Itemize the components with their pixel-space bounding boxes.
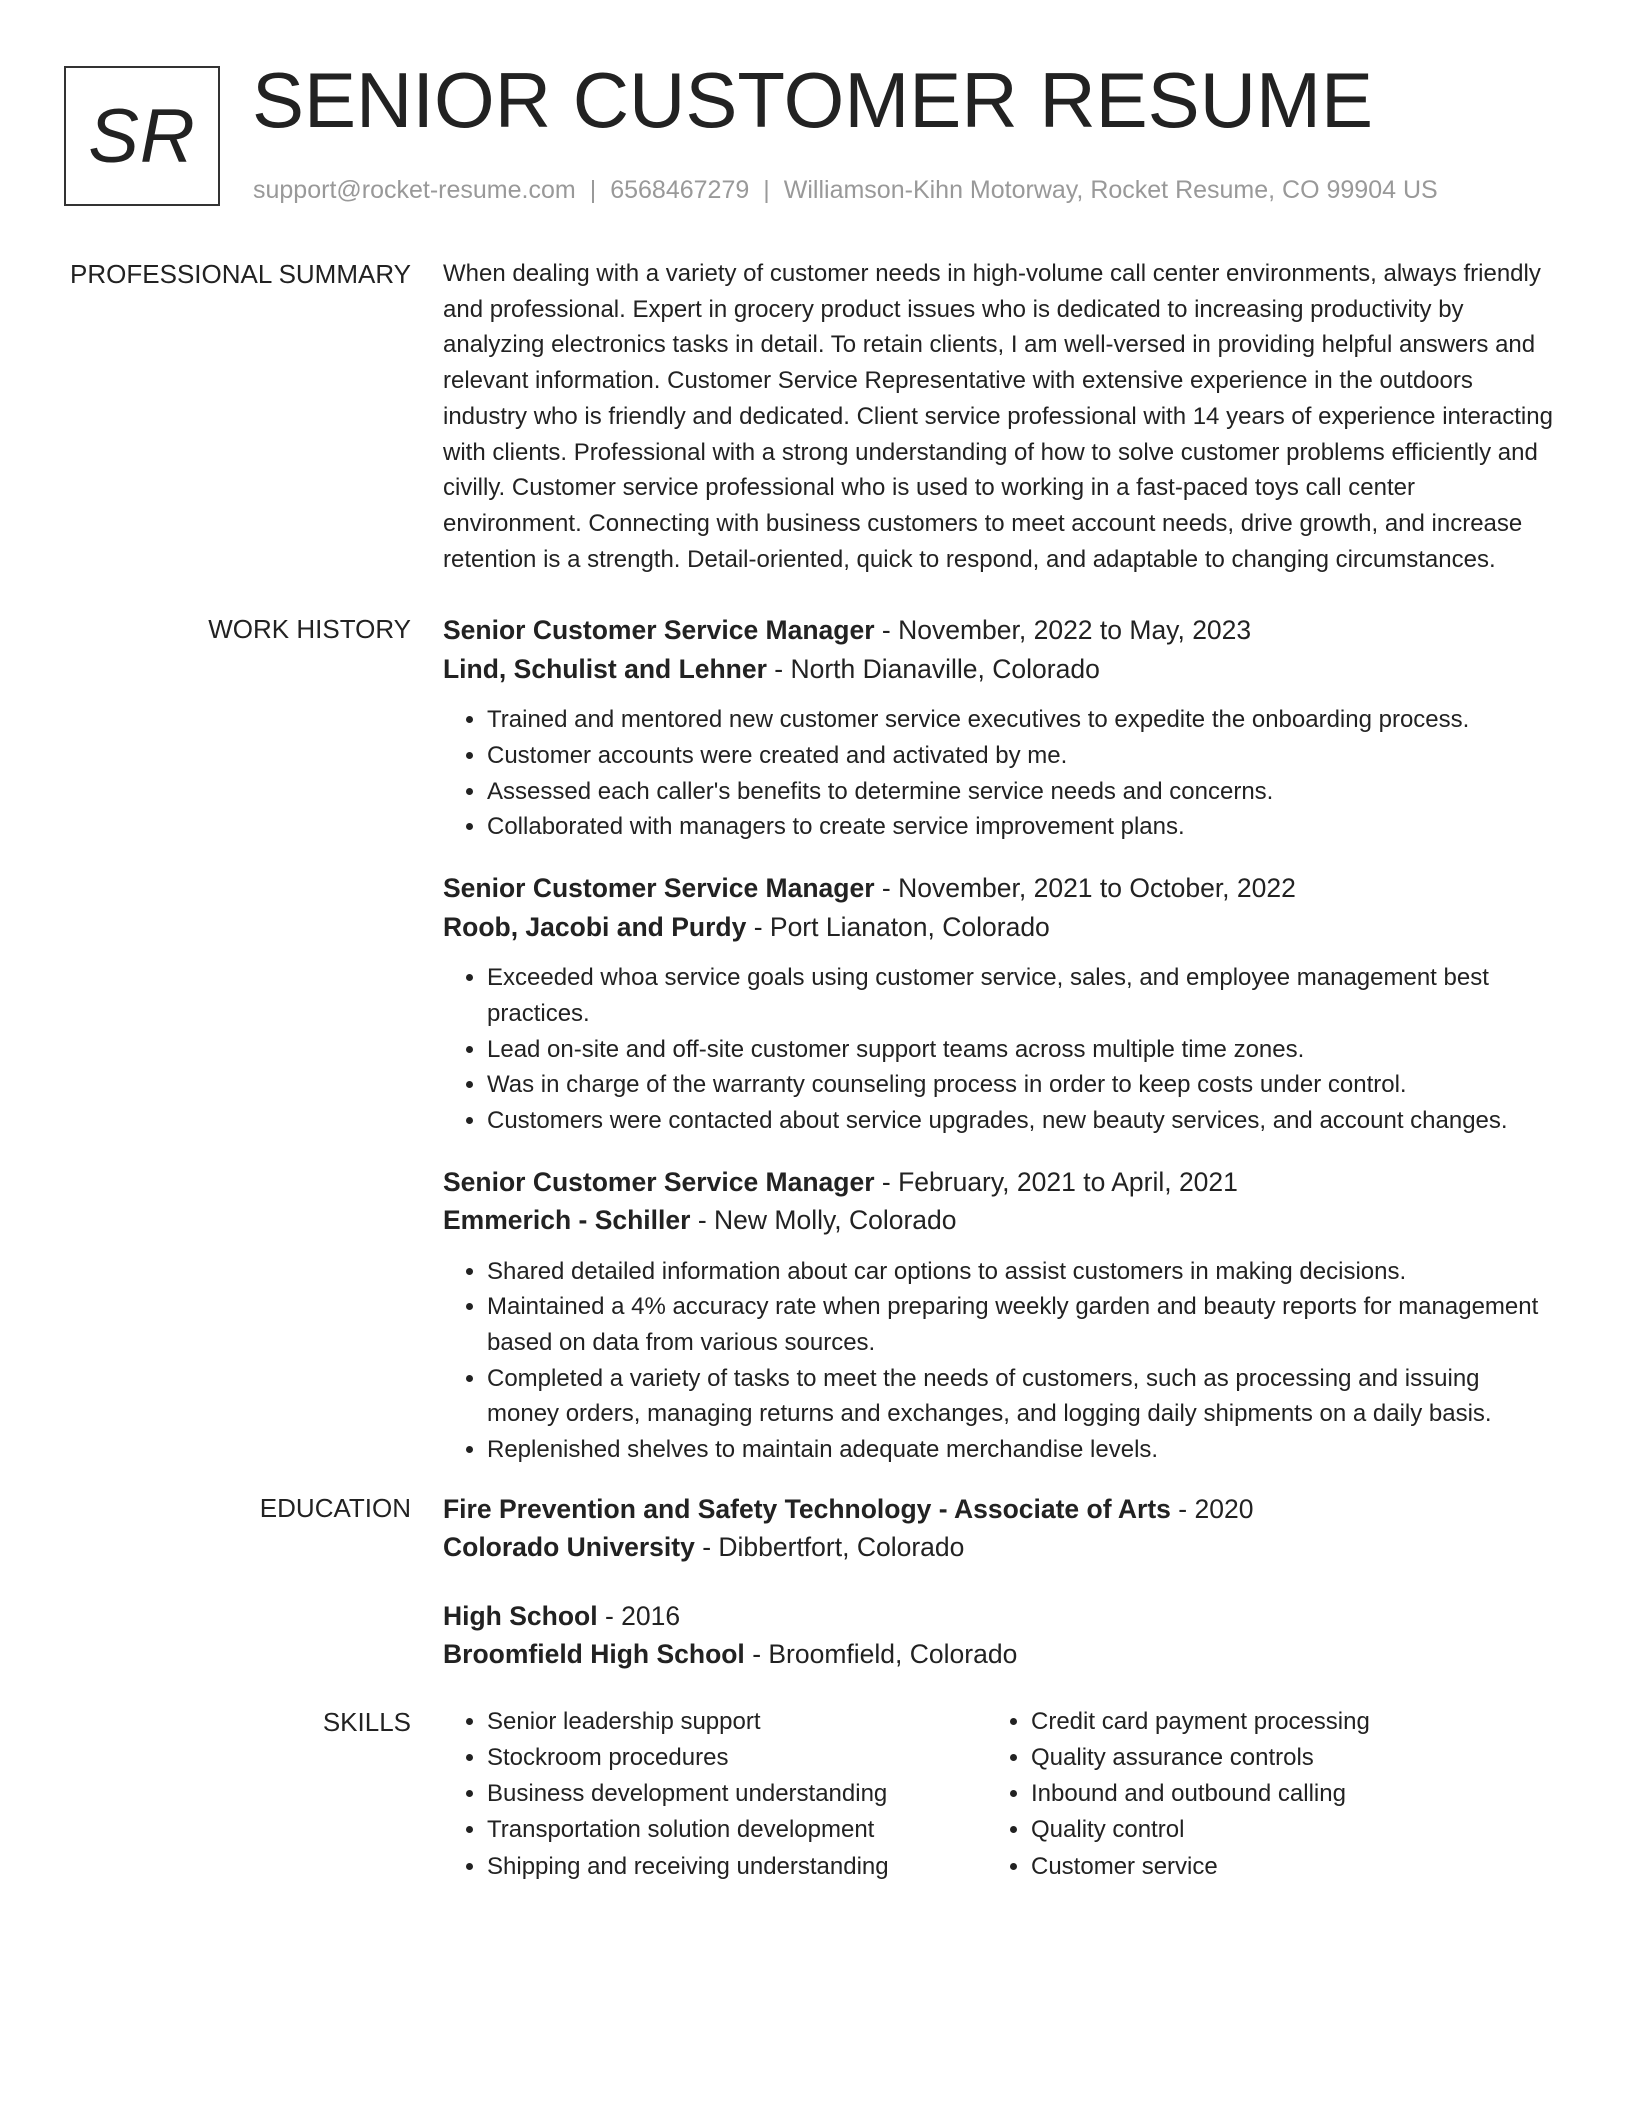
contact-address: Williamson-Kihn Motorway, Rocket Resume, CO 99904 US xyxy=(783,176,1438,204)
contact-separator: | xyxy=(763,176,770,204)
job-entry xyxy=(443,611,1558,845)
education-year: - 2016 xyxy=(604,1600,681,1631)
job-bullet: • Replenished shelves to maintain adequate merchandise levels. xyxy=(487,1432,1558,1468)
job-bullet: • Collaborated with managers to create service improvement plans. xyxy=(487,809,1558,845)
work-history-body xyxy=(443,611,1558,1468)
education-school-line xyxy=(443,1635,1558,1674)
job-entry xyxy=(443,1163,1558,1468)
job-location: - Port Lianaton, Colorado xyxy=(753,911,1050,942)
job-bullets xyxy=(443,1254,1558,1468)
education-degree-line xyxy=(443,1597,1558,1636)
job-bullet: • Customer accounts were created and activated by me. xyxy=(487,738,1558,774)
job-location: - North Dianaville, Colorado xyxy=(774,653,1100,684)
skill-item: • Customer service xyxy=(1031,1849,1531,1885)
job-bullet: • Customers were contacted about service upgrades, new beauty services, and account changes. xyxy=(487,1103,1558,1139)
education-school-line xyxy=(443,1528,1558,1567)
education-year: - 2020 xyxy=(1178,1493,1254,1524)
job-bullet: • Maintained a 4% accuracy rate when preparing weekly garden and beauty reports for management based on data from various sources. xyxy=(487,1289,1558,1360)
job-title-line xyxy=(443,1163,1558,1202)
job-company-line xyxy=(443,650,1558,689)
summary-body xyxy=(443,256,1558,577)
skill-item: • Inbound and outbound calling xyxy=(1031,1776,1531,1812)
section-label-education: EDUCATION xyxy=(259,1492,411,1523)
skill-item: • Business development understanding xyxy=(487,1776,987,1812)
skill-item: • Credit card payment processing xyxy=(1031,1704,1531,1740)
education-section xyxy=(0,1490,1632,1674)
job-company-line xyxy=(443,1201,1558,1240)
education-entry xyxy=(443,1597,1558,1674)
job-bullet: • Shared detailed information about car options to assist customers in making decisions. xyxy=(487,1254,1558,1290)
summary-text: When dealing with a variety of customer needs in high-volume call center environments, always friendly and professional. Expert in grocery product issues who is dedicated to increasing productivity by analyzing electronics tasks in detail. To retain clients, I am well-versed in providing helpful answers and relevant information. Customer Service Representative with extensive experience in the outdoors industry who is friendly and dedicated. Client service professional with 14 years of experience interacting with clients. Professional with a strong understanding of how to solve customer problems efficiently and civilly. Customer service professional who is used to working in a fast-paced toys call center environment. Connecting with business customers to meet account needs, drive growth, and increase retention is a strength. Detail-oriented, quick to respond, and adaptable to changing circumstances. xyxy=(443,260,1553,573)
monogram-logo xyxy=(64,66,220,206)
education-degree: High School xyxy=(443,1600,598,1631)
job-entry xyxy=(443,869,1558,1139)
job-bullets xyxy=(443,960,1558,1139)
resume-title: SENIOR CUSTOMER RESUME xyxy=(252,56,1374,144)
monogram-text: SR xyxy=(88,93,196,179)
job-title-line xyxy=(443,611,1558,650)
education-location: - Broomfield, Colorado xyxy=(752,1639,1018,1670)
skills-columns xyxy=(443,1704,1558,1885)
skills-list-left xyxy=(443,1704,987,1885)
education-entry xyxy=(443,1490,1558,1567)
skills-list-right xyxy=(987,1704,1531,1885)
job-title-line xyxy=(443,869,1558,908)
skills-body xyxy=(443,1704,1558,1885)
job-bullet: • Completed a variety of tasks to meet the needs of customers, such as processing and issuing money orders, managing returns and exchanges, and logging daily shipments on a daily basis. xyxy=(487,1361,1558,1432)
job-bullet: • Exceeded whoa service goals using customer service, sales, and employee management best practices. xyxy=(487,960,1558,1031)
job-bullet: • Assessed each caller's benefits to determine service needs and concerns. xyxy=(487,774,1558,810)
education-degree-line xyxy=(443,1490,1558,1529)
job-title: Senior Customer Service Manager xyxy=(443,1166,875,1197)
education-degree: Fire Prevention and Safety Technology - Associate of Arts xyxy=(443,1493,1171,1524)
job-bullet: • Trained and mentored new customer service executives to expedite the onboarding process. xyxy=(487,702,1558,738)
skill-item: • Quality assurance controls xyxy=(1031,1740,1531,1776)
job-dates: - November, 2022 to May, 2023 xyxy=(881,615,1252,646)
skill-item: • Quality control xyxy=(1031,1812,1531,1848)
contact-separator: | xyxy=(589,176,597,204)
education-body xyxy=(443,1490,1558,1674)
job-location: - New Molly, Colorado xyxy=(697,1205,957,1236)
summary-section xyxy=(0,256,1632,577)
job-dates: - February, 2021 to April, 2021 xyxy=(881,1166,1238,1197)
skill-item: • Transportation solution development xyxy=(487,1812,987,1848)
job-dates: - November, 2021 to October, 2022 xyxy=(881,873,1296,904)
work-history-section xyxy=(0,611,1632,1468)
education-school: Colorado University xyxy=(443,1532,695,1563)
job-company: Roob, Jacobi and Purdy xyxy=(443,911,747,942)
section-label-work-history: WORK HISTORY xyxy=(208,614,411,645)
education-location: - Dibbertfort, Colorado xyxy=(702,1532,965,1563)
skill-item: • Shipping and receiving understanding xyxy=(487,1849,987,1885)
job-bullets xyxy=(443,702,1558,845)
job-bullet: • Was in charge of the warranty counseling process in order to keep costs under control. xyxy=(487,1067,1558,1103)
job-title: Senior Customer Service Manager xyxy=(443,615,875,646)
contact-email: support@rocket-resume.com xyxy=(253,176,576,204)
job-title: Senior Customer Service Manager xyxy=(443,873,875,904)
job-company: Emmerich - Schiller xyxy=(443,1205,691,1236)
resume-content xyxy=(0,256,1632,1885)
contact-line xyxy=(253,172,1438,208)
skills-section xyxy=(0,1704,1632,1885)
contact-phone: 6568467279 xyxy=(610,176,750,204)
section-label-summary: PROFESSIONAL SUMMARY xyxy=(70,259,411,289)
education-school: Broomfield High School xyxy=(443,1639,745,1670)
skill-item: • Senior leadership support xyxy=(487,1704,987,1740)
job-bullet: • Lead on-site and off-site customer support teams across multiple time zones. xyxy=(487,1032,1558,1068)
section-label-skills: SKILLS xyxy=(322,1706,411,1737)
job-company: Lind, Schulist and Lehner xyxy=(443,653,767,684)
skill-item: • Stockroom procedures xyxy=(487,1740,987,1776)
job-company-line xyxy=(443,908,1558,947)
